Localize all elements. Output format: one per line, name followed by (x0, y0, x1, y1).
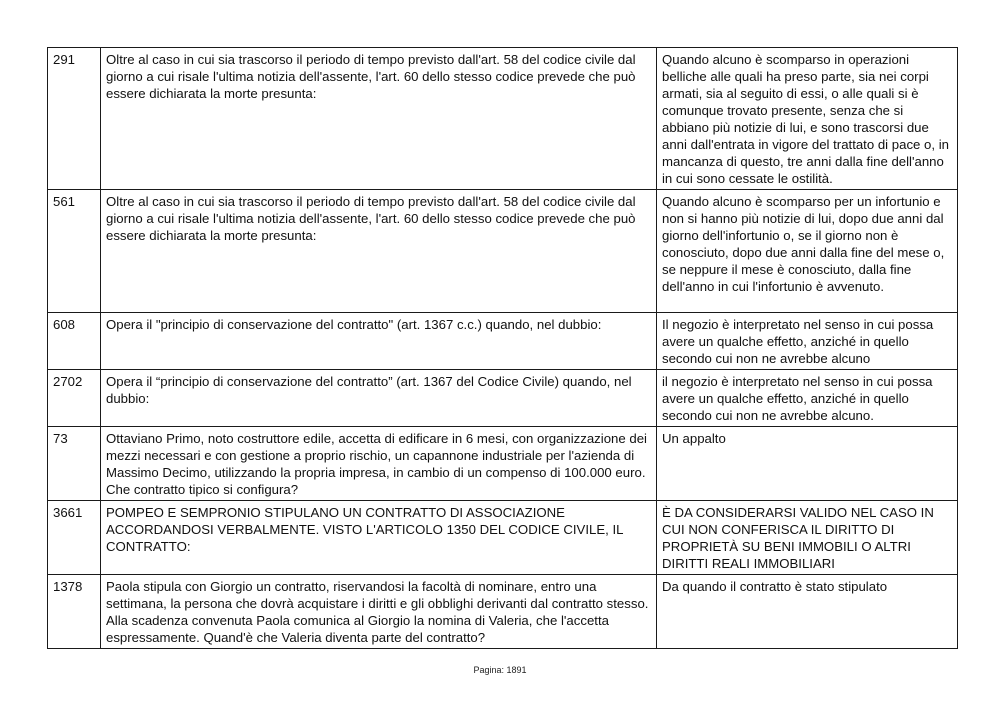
question-id: 73 (48, 427, 101, 501)
question-text: Oltre al caso in cui sia trascorso il periodo di tempo previsto dall'art. 58 del codice civile dal giorno a cui risale l'ultima notizia dell'assente, l'art. 60 dello stesso codice prevede che può essere dichiarata la morte presunta: (101, 48, 657, 190)
answer-text: Un appalto (657, 427, 958, 501)
answer-text: Il negozio è interpretato nel senso in cui possa avere un qualche effetto, anziché in quello secondo cui non ne avrebbe alcuno (657, 313, 958, 370)
question-id: 1378 (48, 575, 101, 649)
table-row (48, 190, 958, 313)
answer-text: È DA CONSIDERARSI VALIDO NEL CASO IN CUI NON CONFERISCA IL DIRITTO DI PROPRIETÀ SU BENI IMMOBILI O ALTRI DIRITTI REALI IMMOBILIARI (657, 501, 958, 575)
table-row (48, 313, 958, 370)
table-row (48, 370, 958, 427)
table-row (48, 575, 958, 649)
question-id: 291 (48, 48, 101, 190)
question-text: Oltre al caso in cui sia trascorso il periodo di tempo previsto dall'art. 58 del codice civile dal giorno a cui risale l'ultima notizia dell'assente, l'art. 60 dello stesso codice prevede che può essere dichiarata la morte presunta: (101, 190, 657, 313)
question-table (47, 47, 958, 649)
table-row (48, 501, 958, 575)
answer-text: Quando alcuno è scomparso in operazioni belliche alle quali ha preso parte, sia nei corpi armati, sia al seguito di essi, o alle quali si è comunque trovato presente, senza che si abbiano più notizie di lui, e sono trascorsi due anni dall'entrata in vigore del trattato di pace o, in mancanza di questo, tre anni dalla fine dell'anno in cui sono cessate le ostilità. (657, 48, 958, 190)
question-text: POMPEO E SEMPRONIO STIPULANO UN CONTRATTO DI ASSOCIAZIONE ACCORDANDOSI VERBALMENTE. VISTO L'ARTICOLO 1350 DEL CODICE CIVILE, IL CONTRATTO: (101, 501, 657, 575)
question-text: Opera il "principio di conservazione del contratto" (art. 1367 c.c.) quando, nel dubbio: (101, 313, 657, 370)
page-number: Pagina: 1891 (473, 665, 527, 675)
table-row (48, 427, 958, 501)
answer-text: Da quando il contratto è stato stipulato (657, 575, 958, 649)
question-id: 561 (48, 190, 101, 313)
question-id: 3661 (48, 501, 101, 575)
question-id: 608 (48, 313, 101, 370)
question-text: Paola stipula con Giorgio un contratto, riservandosi la facoltà di nominare, entro una settimana, la persona che dovrà acquistare i diritti e gli obblighi derivanti dal contratto stesso. Alla scadenza convenuta Paola comunica al Giorgio la nomina di Valeria, che l'accetta espressamente. Quand'è che Valeria diventa parte del contratto? (101, 575, 657, 649)
answer-text: Quando alcuno è scomparso per un infortunio e non si hanno più notizie di lui, dopo due anni dal giorno dell'infortunio o, se il giorno non è conosciuto, dopo due anni dalla fine del mese o, se neppure il mese è conosciuto, dalla fine dell'anno in cui l'infortunio è avvenuto. (657, 190, 958, 313)
question-text: Ottaviano Primo, noto costruttore edile, accetta di edificare in 6 mesi, con organizzazione dei mezzi necessari e con gestione a proprio rischio, un capannone industriale per l'azienda di Massimo Decimo, utilizzando la propria impresa, in cambio di un compenso di 100.000 euro. Che contratto tipico si configura? (101, 427, 657, 501)
answer-text: il negozio è interpretato nel senso in cui possa avere un qualche effetto, anziché in quello secondo cui non ne avrebbe alcuno. (657, 370, 958, 427)
question-id: 2702 (48, 370, 101, 427)
table-row (48, 48, 958, 190)
question-text: Opera il “principio di conservazione del contratto” (art. 1367 del Codice Civile) quando, nel dubbio: (101, 370, 657, 427)
